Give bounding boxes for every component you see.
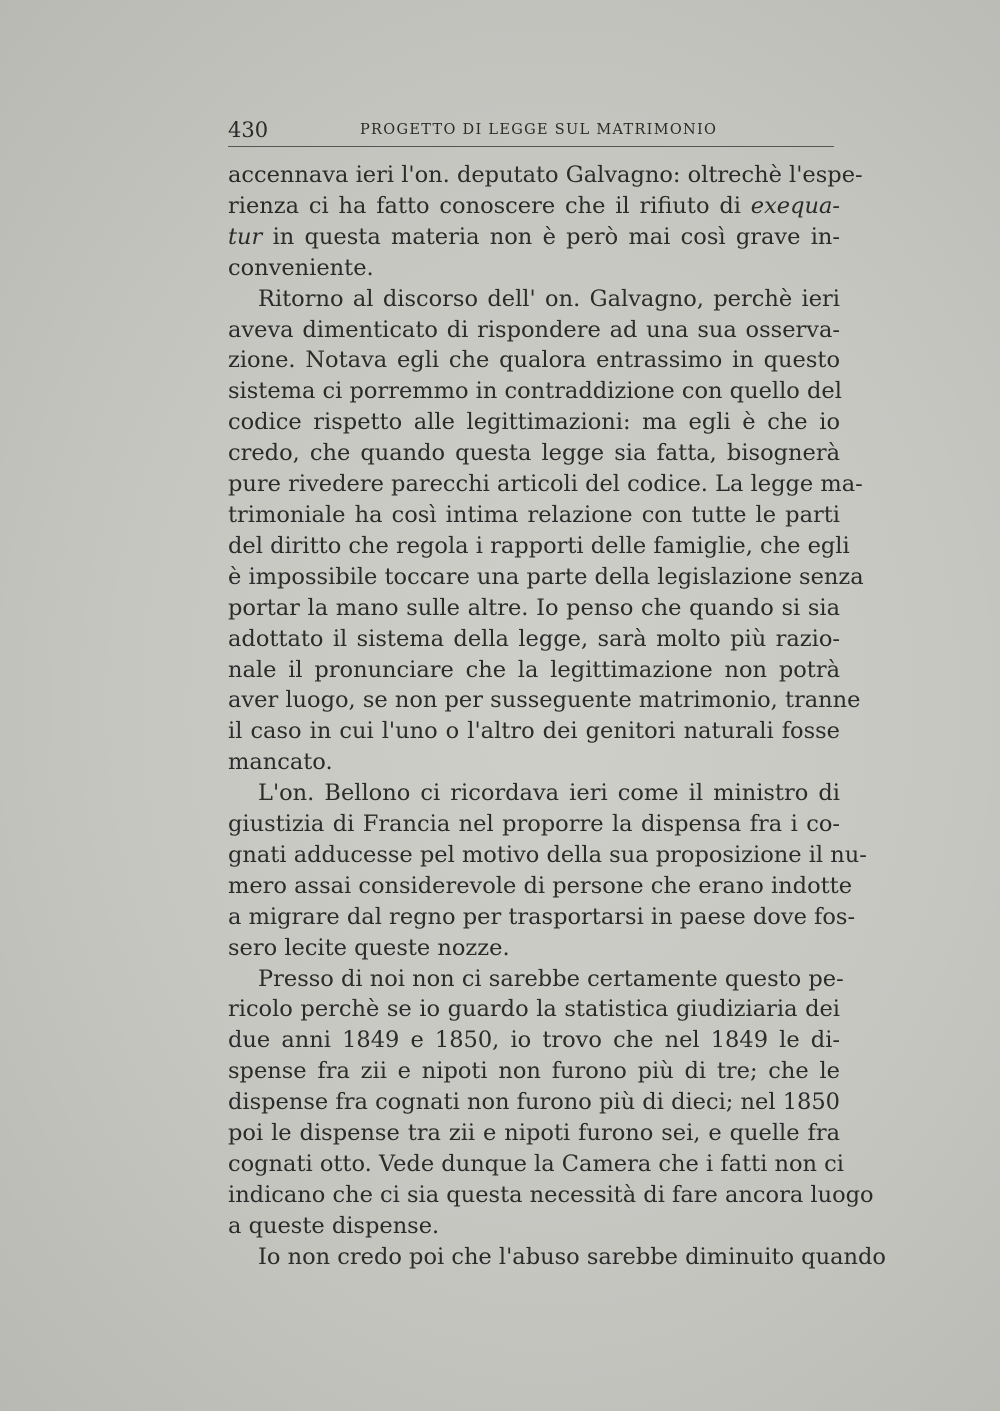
text-line <box>228 191 840 222</box>
text-segment: accennava ieri l'on. deputato Galvagno: oltrechè l'espe- <box>228 162 863 188</box>
text-segment: spense fra zii e nipoti non furono più di tre; che le <box>228 1058 840 1085</box>
text-segment: a migrare dal regno per trasportarsi in paese dove fos- <box>228 903 856 930</box>
text-line <box>228 284 840 315</box>
text-line <box>228 531 850 562</box>
text-segment: Presso di noi non ci sarebbe certamente questo pe- <box>258 965 844 992</box>
text-line <box>228 716 840 747</box>
italic-text-segment: exequa- <box>750 192 840 219</box>
text-line <box>228 222 840 253</box>
text-line <box>228 345 840 376</box>
text-segment: aveva dimenticato di rispondere ad una sua osserva- <box>228 316 840 343</box>
text-line <box>228 160 863 191</box>
text-line <box>228 1025 840 1056</box>
text-segment: a queste dispense. <box>228 1212 440 1239</box>
text-line <box>228 469 863 500</box>
text-line <box>228 376 840 407</box>
text-line <box>228 902 856 933</box>
text-segment: sero lecite queste nozze. <box>228 934 510 961</box>
running-title: PROGETTO DI LEGGE SUL MATRIMONIO <box>360 122 718 138</box>
text-segment: del diritto che regola i rapporti delle famiglie, che egli <box>228 532 850 559</box>
text-line <box>228 315 840 346</box>
text-segment: mero assai considerevole di persone che erano indotte <box>228 872 853 899</box>
text-segment: poi le dispense tra zii e nipoti furono sei, e quelle fra <box>228 1120 840 1147</box>
text-line <box>228 778 840 809</box>
text-line <box>228 1087 840 1118</box>
italic-text-segment: tur <box>228 223 263 250</box>
text-line <box>228 933 840 964</box>
text-line <box>228 809 840 840</box>
text-segment: dispense fra cognati non furono più di dieci; nel 1850 <box>228 1089 840 1116</box>
text-line <box>228 685 861 716</box>
text-line <box>228 1118 840 1149</box>
text-segment: mancato. <box>228 749 333 776</box>
text-segment: nale il pronunciare che la legittimazione non potrà <box>228 656 840 683</box>
page-header <box>228 116 834 147</box>
text-line <box>228 438 840 469</box>
text-segment: il caso in cui l'uno o l'altro dei genitori naturali fosse <box>228 718 840 745</box>
text-segment: codice rispetto alle legittimazioni: ma egli è che io <box>228 409 840 436</box>
text-line <box>228 964 844 995</box>
text-line <box>228 1180 874 1211</box>
text-segment: giustizia di Francia nel proporre la dispensa fra i co- <box>228 811 840 838</box>
text-segment: Io non credo poi che l'abuso sarebbe diminuito quando <box>258 1243 886 1270</box>
text-line <box>228 1242 886 1273</box>
text-segment: rienza ci ha fatto conoscere che il rifiuto di <box>228 192 751 219</box>
text-segment: trimoniale ha così intima relazione con tutte le parti <box>228 501 840 528</box>
text-segment: adottato il sistema della legge, sarà molto più razio- <box>228 625 840 652</box>
text-segment: sistema ci porremmo in contraddizione con quello del <box>228 378 842 405</box>
text-line <box>228 1056 840 1087</box>
text-segment: indicano che ci sia questa necessità di fare ancora luogo <box>228 1181 874 1208</box>
text-segment: zione. Notava egli che qualora entrassimo in questo <box>228 347 840 374</box>
text-line <box>228 840 867 871</box>
text-line <box>228 747 840 778</box>
text-segment: cognati otto. Vede dunque la Camera che i fatti non ci <box>228 1151 844 1177</box>
text-line <box>228 1211 840 1242</box>
text-segment: conveniente. <box>228 254 374 281</box>
text-segment: portar la mano sulle altre. Io penso che quando si sia <box>228 594 840 621</box>
text-line <box>228 253 840 284</box>
text-line <box>228 562 864 593</box>
text-segment: Ritorno al discorso dell' on. Galvagno, perchè ieri <box>258 285 840 312</box>
text-segment: è impossibile toccare una parte della legislazione senza <box>228 563 864 590</box>
text-segment: gnati adducesse pel motivo della sua proposizione il nu- <box>228 841 867 868</box>
text-segment: L'on. Bellono ci ricordava ieri come il ministro di <box>258 780 840 807</box>
text-segment: in questa materia non è però mai così grave in- <box>262 223 840 250</box>
body-text <box>228 160 886 1273</box>
text-segment: due anni 1849 e 1850, io trovo che nel 1849 le di- <box>228 1027 840 1054</box>
text-line <box>228 871 853 902</box>
text-line <box>228 407 840 438</box>
page-number: 430 <box>228 118 269 142</box>
text-line <box>228 994 840 1025</box>
text-segment: ricolo perchè se io guardo la statistica giudiziaria dei <box>228 996 840 1023</box>
text-segment: aver luogo, se non per susseguente matrimonio, tranne <box>228 687 861 714</box>
text-line <box>228 624 840 655</box>
text-segment: pure rivedere parecchi articoli del codice. La legge ma- <box>228 471 863 498</box>
text-line <box>228 500 840 531</box>
text-segment: credo, che quando questa legge sia fatta, bisognerà <box>228 440 840 467</box>
text-line <box>228 593 840 624</box>
text-line <box>228 1149 844 1180</box>
text-line <box>228 655 840 686</box>
